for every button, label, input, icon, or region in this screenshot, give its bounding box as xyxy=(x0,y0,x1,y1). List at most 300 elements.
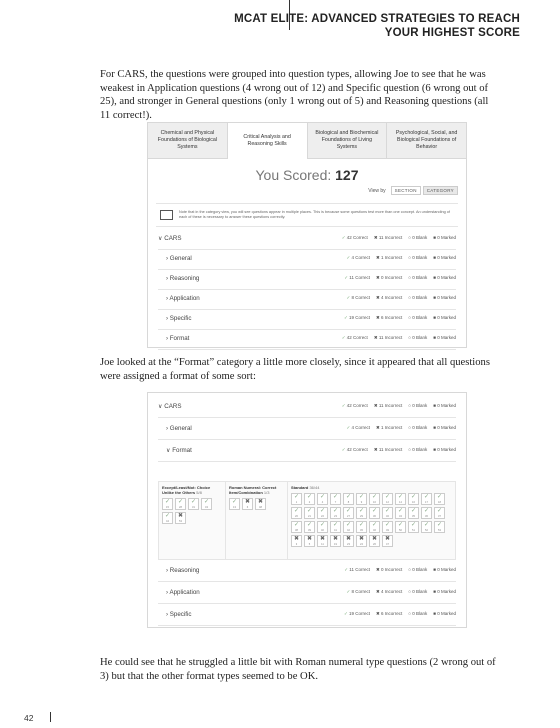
category-stats xyxy=(344,275,456,281)
category-stats xyxy=(344,315,456,321)
marked-icon: ■ xyxy=(433,315,438,320)
question-box[interactable] xyxy=(304,535,315,547)
incorrect-icon: ✖ xyxy=(375,315,382,320)
check-icon: ✓ xyxy=(371,522,378,528)
incorrect-text: 0 Incorrect xyxy=(381,275,403,280)
check-icon: ✓ xyxy=(319,522,326,528)
chevron-right-icon[interactable]: › xyxy=(166,588,170,596)
marked-count xyxy=(433,589,456,595)
view-category-button[interactable]: CATEGORY xyxy=(423,186,458,195)
note-text: Note that in the category view, you will see questions appear in multiple places. This is because some questions test more than one concept. An understanding of each of these is necessary to answer these questions correctly. xyxy=(179,210,450,219)
question-number: 34 xyxy=(399,515,402,518)
marked-count xyxy=(433,611,456,617)
category-name xyxy=(158,611,344,618)
question-number: 46 xyxy=(373,529,376,532)
category-row-specific[interactable] xyxy=(158,603,456,626)
question-box[interactable] xyxy=(343,507,354,519)
question-box[interactable] xyxy=(162,498,173,510)
question-number: 43 xyxy=(205,506,208,509)
check-icon: ✓ xyxy=(410,508,417,514)
format-screenshot xyxy=(147,392,467,628)
question-number: 30 xyxy=(373,515,376,518)
correct-count xyxy=(346,425,370,431)
question-number: 49 xyxy=(386,529,389,532)
question-box[interactable] xyxy=(291,521,302,533)
x-icon: ✖ xyxy=(319,536,326,542)
question-box[interactable] xyxy=(317,493,328,505)
incorrect-count xyxy=(376,611,402,617)
category-stats xyxy=(346,425,456,431)
question-box[interactable] xyxy=(356,493,367,505)
incorrect-count xyxy=(374,447,402,453)
question-number: 9 xyxy=(360,501,363,504)
format-column-title: Roman Numeral: Correct Item/Combination 1/3 xyxy=(229,485,277,495)
question-box[interactable] xyxy=(434,521,445,533)
incorrect-icon: ✖ xyxy=(375,425,382,430)
question-number: 22 xyxy=(321,515,324,518)
category-row-format[interactable] xyxy=(158,327,456,350)
question-box[interactable] xyxy=(382,493,393,505)
question-box[interactable] xyxy=(395,507,406,519)
marked-count xyxy=(433,425,456,431)
x-icon: ✖ xyxy=(332,536,339,542)
check-icon: ✓ xyxy=(423,522,430,528)
marked-text: 0 Marked xyxy=(437,255,456,260)
question-number: 28 xyxy=(179,506,182,509)
chevron-right-icon[interactable]: › xyxy=(166,274,170,282)
incorrect-icon: ✖ xyxy=(373,335,379,340)
category-row-application[interactable] xyxy=(158,581,456,604)
incorrect-text: 6 Incorrect xyxy=(381,611,403,616)
incorrect-text: 11 Incorrect xyxy=(378,447,403,452)
check-icon: ✓ xyxy=(345,494,352,500)
chevron-right-icon[interactable]: › xyxy=(166,424,170,432)
question-box[interactable] xyxy=(162,512,173,524)
tab-bio-biochem[interactable]: Biological and Biochemical Foundations of Living Systems xyxy=(308,123,388,159)
question-number: 12 xyxy=(386,501,389,504)
category-note xyxy=(156,203,458,227)
paragraph-1: For CARS, the questions were grouped into question types, allowing Joe to see that he was weakest in Application questions (4 wrong out of 12) and Specific question (6 wrong out of 25), and stronger in General questions (only 1 wrong out of 5) and Reasoning questions (all 11 correct!). xyxy=(100,69,489,121)
blank-icon: ○ xyxy=(408,403,413,408)
question-number: 18 xyxy=(438,501,441,504)
check-icon: ✓ xyxy=(319,494,326,500)
score-value: 127 xyxy=(335,167,359,183)
question-box[interactable] xyxy=(201,498,212,510)
incorrect-count xyxy=(374,403,402,409)
question-number: 13 xyxy=(233,506,236,509)
category-label: General xyxy=(169,424,192,432)
check-icon: ✓ xyxy=(410,522,417,528)
category-name xyxy=(158,425,346,432)
correct-icon: ✓ xyxy=(346,295,352,300)
check-icon: ✓ xyxy=(293,494,300,500)
question-box[interactable] xyxy=(304,493,315,505)
question-box[interactable] xyxy=(330,507,341,519)
question-box[interactable] xyxy=(395,521,406,533)
question-number: 17 xyxy=(425,501,428,504)
format-column xyxy=(288,482,455,559)
incorrect-icon: ✖ xyxy=(375,275,382,280)
marked-text: 0 Marked xyxy=(437,447,456,452)
check-icon: ✓ xyxy=(384,522,391,528)
question-box[interactable] xyxy=(343,493,354,505)
correct-count xyxy=(346,589,370,595)
question-number: 42 xyxy=(347,529,350,532)
question-box[interactable] xyxy=(291,507,302,519)
marked-count xyxy=(433,295,456,301)
marked-icon: ■ xyxy=(433,403,438,408)
blank-count xyxy=(408,447,427,453)
correct-text: 4 Correct xyxy=(351,425,370,430)
blank-text: 0 Blank xyxy=(412,315,428,320)
blank-icon: ○ xyxy=(408,567,413,572)
check-icon: ✓ xyxy=(293,508,300,514)
format-column xyxy=(226,482,288,559)
marked-icon: ■ xyxy=(433,235,438,240)
correct-icon: ✓ xyxy=(341,447,347,452)
correct-text: 42 Correct xyxy=(346,403,368,408)
correct-icon: ✓ xyxy=(344,275,350,280)
question-box[interactable] xyxy=(291,493,302,505)
question-number: 41 xyxy=(334,529,337,532)
question-box[interactable] xyxy=(291,535,302,547)
marked-icon: ■ xyxy=(433,447,438,452)
category-stats xyxy=(346,589,456,595)
correct-icon: ✓ xyxy=(343,611,349,616)
marked-text: 0 Marked xyxy=(437,567,456,572)
incorrect-count xyxy=(374,335,402,341)
chevron-right-icon[interactable]: › xyxy=(166,566,170,574)
marked-count xyxy=(433,235,456,241)
question-number: 5 xyxy=(308,543,311,546)
question-number: 32 xyxy=(386,515,389,518)
x-icon: ✖ xyxy=(371,536,378,542)
marked-count xyxy=(433,315,456,321)
marked-text: 0 Marked xyxy=(437,425,456,430)
incorrect-text: 11 Incorrect xyxy=(378,335,403,340)
marked-text: 0 Marked xyxy=(437,235,456,240)
correct-icon: ✓ xyxy=(343,315,349,320)
blank-icon: ○ xyxy=(408,335,413,340)
marked-icon: ■ xyxy=(433,567,438,572)
category-stats xyxy=(344,567,456,573)
question-number: 8 xyxy=(347,501,350,504)
check-icon: ✓ xyxy=(190,499,197,505)
incorrect-text: 1 Incorrect xyxy=(381,255,403,260)
marked-count xyxy=(433,403,456,409)
question-number: 27 xyxy=(347,515,350,518)
correct-icon: ✓ xyxy=(346,425,352,430)
question-box[interactable] xyxy=(356,507,367,519)
correct-text: 19 Correct xyxy=(348,315,370,320)
marked-icon: ■ xyxy=(433,275,438,280)
question-box[interactable] xyxy=(421,521,432,533)
correct-count xyxy=(342,403,368,409)
correct-count xyxy=(344,315,370,321)
question-number: 11 xyxy=(321,543,324,546)
view-by-label: View by xyxy=(368,187,386,194)
question-grid xyxy=(291,493,452,547)
question-box[interactable] xyxy=(330,493,341,505)
correct-icon: ✓ xyxy=(344,567,350,572)
chevron-right-icon[interactable]: › xyxy=(166,334,170,342)
category-stats xyxy=(342,335,456,341)
category-label: Application xyxy=(169,588,200,596)
question-number: 47 xyxy=(386,543,389,546)
score-screenshot xyxy=(147,122,467,348)
question-number: 36 xyxy=(425,515,428,518)
category-row-cars[interactable] xyxy=(158,395,456,418)
tab-psych-soc[interactable]: Psychological, Social, and Biological Foundations of Behavior xyxy=(387,123,466,159)
question-number: 21 xyxy=(308,515,311,518)
marked-count xyxy=(433,567,456,573)
category-name xyxy=(158,275,344,282)
question-box[interactable] xyxy=(330,535,341,547)
check-icon: ✓ xyxy=(332,494,339,500)
question-box[interactable] xyxy=(304,507,315,519)
blank-icon: ○ xyxy=(408,315,413,320)
correct-icon: ✓ xyxy=(341,403,347,408)
question-box[interactable] xyxy=(434,493,445,505)
incorrect-text: 6 Incorrect xyxy=(381,315,403,320)
format-column-count: 1/3 xyxy=(263,490,270,495)
question-box[interactable] xyxy=(382,507,393,519)
question-box[interactable] xyxy=(317,535,328,547)
question-number: 53 xyxy=(438,529,441,532)
check-icon: ✓ xyxy=(397,494,404,500)
blank-count xyxy=(408,425,427,431)
chevron-down-icon[interactable]: ∨ xyxy=(158,234,165,242)
question-box[interactable] xyxy=(395,493,406,505)
category-label: Specific xyxy=(169,610,192,618)
question-box[interactable] xyxy=(369,507,380,519)
correct-text: 11 Correct xyxy=(349,275,370,280)
chevron-right-icon[interactable]: › xyxy=(166,610,170,618)
question-number: 38 xyxy=(295,529,298,532)
marked-text: 0 Marked xyxy=(437,611,456,616)
incorrect-icon: ✖ xyxy=(375,295,382,300)
question-grid xyxy=(229,498,284,510)
category-stats xyxy=(346,255,456,261)
blank-count xyxy=(408,403,427,409)
question-box[interactable] xyxy=(304,521,315,533)
question-box[interactable] xyxy=(408,521,419,533)
question-box[interactable] xyxy=(421,493,432,505)
category-name xyxy=(158,295,346,302)
question-number: 10 xyxy=(373,501,376,504)
blank-text: 0 Blank xyxy=(412,425,428,430)
correct-count xyxy=(346,295,370,301)
x-icon: ✖ xyxy=(293,536,300,542)
check-icon: ✓ xyxy=(436,494,443,500)
blank-count xyxy=(408,611,427,617)
check-icon: ✓ xyxy=(164,499,171,505)
blank-count xyxy=(408,589,427,595)
category-label: Specific xyxy=(169,314,192,322)
question-box[interactable] xyxy=(382,535,393,547)
view-section-button[interactable]: SECTION xyxy=(391,186,421,195)
tab-chem-phys[interactable]: Chemical and Physical Foundations of Biological Systems xyxy=(148,123,228,159)
marked-count xyxy=(433,255,456,261)
category-name xyxy=(158,403,342,410)
marked-text: 0 Marked xyxy=(437,275,456,280)
chevron-right-icon[interactable]: › xyxy=(166,314,170,322)
incorrect-count xyxy=(376,589,402,595)
question-box[interactable] xyxy=(255,498,266,510)
category-name xyxy=(158,567,344,574)
view-by-toggle xyxy=(368,186,458,195)
correct-text: 8 Correct xyxy=(351,295,370,300)
blank-icon: ○ xyxy=(408,235,413,240)
incorrect-count xyxy=(376,255,402,261)
incorrect-text: 4 Incorrect xyxy=(381,295,403,300)
format-detail-panel xyxy=(158,481,456,560)
marked-icon: ■ xyxy=(433,589,438,594)
incorrect-count xyxy=(374,235,402,241)
blank-count xyxy=(408,275,427,281)
question-box[interactable] xyxy=(408,507,419,519)
blank-text: 0 Blank xyxy=(412,275,428,280)
question-box[interactable] xyxy=(343,521,354,533)
x-icon: ✖ xyxy=(177,513,184,519)
blank-icon: ○ xyxy=(408,425,413,430)
check-icon: ✓ xyxy=(293,522,300,528)
check-icon: ✓ xyxy=(436,522,443,528)
question-box[interactable] xyxy=(229,498,240,510)
question-number: 31 xyxy=(192,506,195,509)
question-box[interactable] xyxy=(242,498,253,510)
question-box[interactable] xyxy=(369,535,380,547)
chevron-right-icon[interactable]: › xyxy=(166,254,170,262)
blank-text: 0 Blank xyxy=(412,567,428,572)
category-row-reasoning[interactable] xyxy=(158,559,456,582)
question-box[interactable] xyxy=(175,498,186,510)
check-icon: ✓ xyxy=(319,508,326,514)
correct-text: 11 Correct xyxy=(349,567,370,572)
category-label: CARS xyxy=(164,234,182,242)
question-number: 2 xyxy=(308,501,311,504)
blank-count xyxy=(408,255,427,261)
question-box[interactable] xyxy=(369,521,380,533)
question-box[interactable] xyxy=(317,507,328,519)
x-icon: ✖ xyxy=(358,536,365,542)
question-box[interactable] xyxy=(175,512,186,524)
question-box[interactable] xyxy=(369,493,380,505)
question-number: 1 xyxy=(295,501,298,504)
chevron-right-icon[interactable]: › xyxy=(166,294,170,302)
correct-text: 42 Correct xyxy=(346,235,368,240)
correct-count xyxy=(344,567,370,573)
category-label: Reasoning xyxy=(169,274,200,282)
incorrect-icon: ✖ xyxy=(375,567,382,572)
category-stats xyxy=(342,235,456,241)
check-icon: ✓ xyxy=(397,522,404,528)
incorrect-icon: ✖ xyxy=(375,255,382,260)
correct-text: 42 Correct xyxy=(346,447,368,452)
question-box[interactable] xyxy=(382,521,393,533)
header-line-1: MCAT ELITE: ADVANCED STRATEGIES TO REACH xyxy=(234,13,520,25)
check-icon: ✓ xyxy=(203,499,210,505)
chevron-down-icon[interactable]: ∨ xyxy=(158,402,165,410)
question-number: 35 xyxy=(412,515,415,518)
marked-text: 0 Marked xyxy=(437,403,456,408)
correct-count xyxy=(344,275,370,281)
incorrect-count xyxy=(376,275,402,281)
question-number: 16 xyxy=(412,501,415,504)
x-icon: ✖ xyxy=(257,499,264,505)
check-icon: ✓ xyxy=(358,522,365,528)
incorrect-count xyxy=(376,567,402,573)
incorrect-text: 4 Incorrect xyxy=(381,589,403,594)
check-icon: ✓ xyxy=(345,522,352,528)
correct-icon: ✓ xyxy=(346,589,352,594)
format-column-title: Except/Least/Not: Choice Unlike the Others 5/8 xyxy=(162,485,211,495)
category-label: CARS xyxy=(164,402,182,410)
incorrect-text: 11 Incorrect xyxy=(378,403,403,408)
category-label: Reasoning xyxy=(169,566,200,574)
tab-cars[interactable]: Critical Analysis and Reasoning Skills xyxy=(228,123,308,159)
category-label: Format xyxy=(172,446,192,454)
question-box[interactable] xyxy=(408,493,419,505)
question-number: 52 xyxy=(425,529,428,532)
incorrect-text: 0 Incorrect xyxy=(381,567,403,572)
marked-count xyxy=(433,275,456,281)
question-box[interactable] xyxy=(356,535,367,547)
paragraph-2: Joe looked at the “Format” category a little more closely, since it appeared that all questions were assigned a format of some sort: xyxy=(100,357,490,382)
check-icon: ✓ xyxy=(164,513,171,519)
check-icon: ✓ xyxy=(384,508,391,514)
x-icon: ✖ xyxy=(306,536,313,542)
category-row-general[interactable] xyxy=(158,417,456,440)
correct-text: 19 Correct xyxy=(348,611,370,616)
category-stats xyxy=(342,447,456,453)
question-number: 51 xyxy=(412,529,415,532)
incorrect-icon: ✖ xyxy=(373,235,379,240)
x-icon: ✖ xyxy=(244,499,251,505)
question-box[interactable] xyxy=(421,507,432,519)
incorrect-count xyxy=(376,295,402,301)
question-box[interactable] xyxy=(188,498,199,510)
category-row-format[interactable] xyxy=(158,439,456,462)
format-column-count: 5/8 xyxy=(196,490,202,495)
blank-icon: ○ xyxy=(408,447,413,452)
question-box[interactable] xyxy=(434,507,445,519)
check-icon: ✓ xyxy=(345,508,352,514)
incorrect-text: 11 Incorrect xyxy=(378,235,403,240)
score-label: You Scored: xyxy=(255,167,332,183)
question-number: 53 xyxy=(179,520,182,523)
marked-icon: ■ xyxy=(433,255,438,260)
blank-text: 0 Blank xyxy=(412,589,428,594)
question-box[interactable] xyxy=(317,521,328,533)
check-icon: ✓ xyxy=(384,494,391,500)
category-stats xyxy=(346,295,456,301)
correct-count xyxy=(342,447,368,453)
question-box[interactable] xyxy=(343,535,354,547)
blank-count xyxy=(408,335,427,341)
chevron-down-icon[interactable]: ∨ xyxy=(166,446,173,454)
question-box[interactable] xyxy=(330,521,341,533)
question-box[interactable] xyxy=(356,521,367,533)
category-label: Format xyxy=(169,334,190,342)
question-number: 48 xyxy=(259,506,262,509)
question-number: 23 xyxy=(334,515,337,518)
question-number: 40 xyxy=(321,529,324,532)
check-icon: ✓ xyxy=(358,508,365,514)
question-number: 6 xyxy=(246,506,249,509)
check-icon: ✓ xyxy=(306,522,313,528)
question-number: 50 xyxy=(399,529,402,532)
